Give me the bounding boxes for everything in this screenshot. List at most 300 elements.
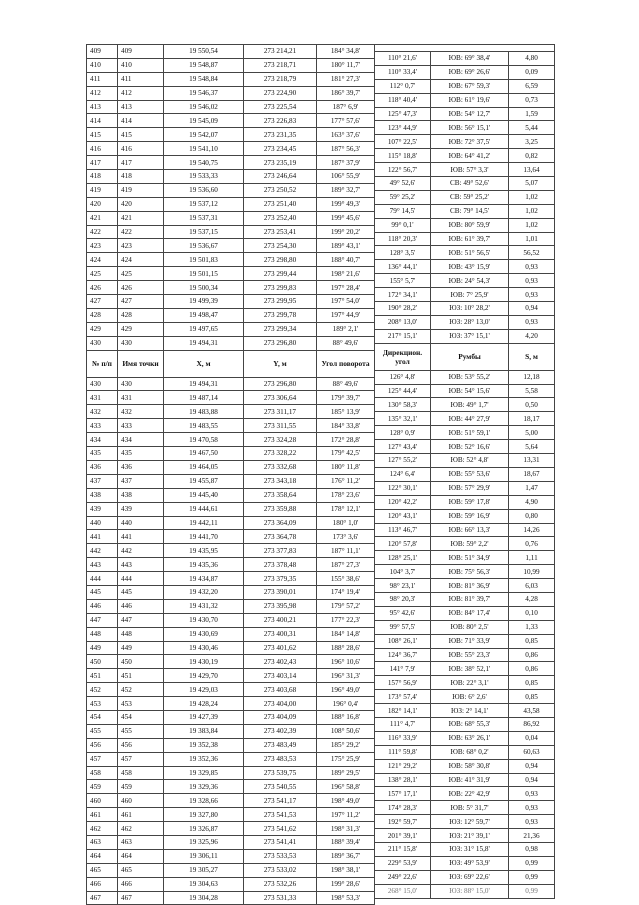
direction-angle: 128° 0,9' bbox=[375, 426, 431, 440]
row-number: 441 bbox=[87, 530, 118, 544]
table-row bbox=[87, 295, 375, 309]
point-name: 436 bbox=[118, 460, 164, 474]
table-row bbox=[87, 558, 375, 572]
direction-angle: 182° 14,1' bbox=[375, 704, 431, 718]
y-coordinate: 273 402,43 bbox=[244, 655, 317, 669]
table-row bbox=[87, 86, 375, 100]
x-coordinate: 19 429,70 bbox=[164, 669, 244, 683]
rhumb: ЮВ: 69° 38,4' bbox=[431, 52, 509, 66]
row-number: 419 bbox=[87, 183, 118, 197]
distance: 0,09 bbox=[509, 65, 555, 79]
table-row bbox=[375, 537, 555, 551]
point-name: 417 bbox=[118, 156, 164, 170]
direction-angle: 190° 28,2' bbox=[375, 302, 431, 316]
x-coordinate: 19 329,85 bbox=[164, 766, 244, 780]
x-coordinate: 19 329,36 bbox=[164, 780, 244, 794]
point-name: 464 bbox=[118, 849, 164, 863]
y-coordinate: 273 246,64 bbox=[244, 170, 317, 184]
distance: 4,28 bbox=[509, 592, 555, 606]
y-coordinate: 273 403,68 bbox=[244, 683, 317, 697]
y-coordinate: 273 533,53 bbox=[244, 849, 317, 863]
point-name: 460 bbox=[118, 794, 164, 808]
point-name: 451 bbox=[118, 669, 164, 683]
direction-angle: 118° 40,4' bbox=[375, 93, 431, 107]
distance: 0,50 bbox=[509, 398, 555, 412]
x-coordinate: 19 498,47 bbox=[164, 308, 244, 322]
turn-angle: 188° 28,6' bbox=[317, 641, 375, 655]
column-header: Y, м bbox=[244, 350, 317, 377]
table-row bbox=[87, 281, 375, 295]
row-number: 433 bbox=[87, 419, 118, 433]
turn-angle: 187° 6,9' bbox=[317, 100, 375, 114]
direction-angle: 120° 57,8' bbox=[375, 537, 431, 551]
rhumb: ЮВ: 75° 56,3' bbox=[431, 565, 509, 579]
point-name: 433 bbox=[118, 419, 164, 433]
distance: 1,11 bbox=[509, 551, 555, 565]
rhumb: ЮВ: 68° 0,2' bbox=[431, 745, 509, 759]
column-header: № п/п bbox=[87, 350, 118, 377]
direction-angle: 138° 28,1' bbox=[375, 773, 431, 787]
point-name: 462 bbox=[118, 822, 164, 836]
table-row bbox=[87, 447, 375, 461]
table-row bbox=[375, 856, 555, 870]
table-row bbox=[87, 72, 375, 86]
direction-angle: 122° 56,7' bbox=[375, 163, 431, 177]
rhumb: ЮВ: 80° 2,5' bbox=[431, 620, 509, 634]
table-row bbox=[375, 717, 555, 731]
y-coordinate: 273 299,95 bbox=[244, 295, 317, 309]
direction-angle: 121° 29,2' bbox=[375, 759, 431, 773]
y-coordinate: 273 235,19 bbox=[244, 156, 317, 170]
x-coordinate: 19 429,03 bbox=[164, 683, 244, 697]
x-coordinate: 19 442,11 bbox=[164, 516, 244, 530]
direction-angle: 127° 55,2' bbox=[375, 454, 431, 468]
table-row bbox=[87, 336, 375, 350]
point-name: 441 bbox=[118, 530, 164, 544]
y-coordinate: 273 296,80 bbox=[244, 377, 317, 391]
x-coordinate: 19 326,87 bbox=[164, 822, 244, 836]
distance: 0,94 bbox=[509, 302, 555, 316]
x-coordinate: 19 542,07 bbox=[164, 128, 244, 142]
x-coordinate: 19 304,28 bbox=[164, 891, 244, 905]
turn-angle: 185° 13,9' bbox=[317, 405, 375, 419]
y-coordinate: 273 533,02 bbox=[244, 863, 317, 877]
row-number: 448 bbox=[87, 627, 118, 641]
x-coordinate: 19 444,61 bbox=[164, 502, 244, 516]
turn-angle: 185° 29,2' bbox=[317, 738, 375, 752]
distance: 5,44 bbox=[509, 121, 555, 135]
turn-angle: 174° 19,4' bbox=[317, 585, 375, 599]
distance: 0,86 bbox=[509, 662, 555, 676]
direction-angle: 115° 18,8' bbox=[375, 149, 431, 163]
rhumb: ЮВ: 72° 37,5' bbox=[431, 135, 509, 149]
table-row bbox=[375, 370, 555, 384]
turn-angle: 181° 27,3' bbox=[317, 72, 375, 86]
distance: 1,59 bbox=[509, 107, 555, 121]
rhumb: ЮВ: 54° 15,6' bbox=[431, 384, 509, 398]
y-coordinate: 273 299,78 bbox=[244, 308, 317, 322]
point-name: 457 bbox=[118, 752, 164, 766]
x-coordinate: 19 428,24 bbox=[164, 697, 244, 711]
distance: 0,93 bbox=[509, 288, 555, 302]
turn-angle: 108° 50,6' bbox=[317, 724, 375, 738]
rhumb: ЮВ: 59° 16,9' bbox=[431, 509, 509, 523]
row-number: 420 bbox=[87, 197, 118, 211]
rhumb: ЮВ: 64° 41,2' bbox=[431, 149, 509, 163]
table-row bbox=[87, 572, 375, 586]
rhumb: ЮВ: 38° 52,1' bbox=[431, 662, 509, 676]
distance: 6,59 bbox=[509, 79, 555, 93]
direction-angle: 122° 30,1' bbox=[375, 481, 431, 495]
table-row bbox=[87, 377, 375, 391]
distance: 43,58 bbox=[509, 704, 555, 718]
rhumb: ЮЗ: 28° 13,0' bbox=[431, 315, 509, 329]
table-row bbox=[375, 412, 555, 426]
rhumb: ЮЗ: 49° 53,9' bbox=[431, 856, 509, 870]
table-row bbox=[87, 849, 375, 863]
distance: 0,98 bbox=[509, 842, 555, 856]
rhumb: ЮВ: 63° 26,1' bbox=[431, 731, 509, 745]
rhumb: ЮЗ: 21° 39,1' bbox=[431, 829, 509, 843]
distance: 4,20 bbox=[509, 329, 555, 343]
row-number: 437 bbox=[87, 474, 118, 488]
x-coordinate: 19 470,58 bbox=[164, 433, 244, 447]
y-coordinate: 273 483,53 bbox=[244, 752, 317, 766]
row-number: 416 bbox=[87, 142, 118, 156]
turn-angle: 178° 12,1' bbox=[317, 502, 375, 516]
row-number: 458 bbox=[87, 766, 118, 780]
y-coordinate: 273 311,17 bbox=[244, 405, 317, 419]
table-row bbox=[375, 467, 555, 481]
y-coordinate: 273 541,53 bbox=[244, 808, 317, 822]
row-number: 418 bbox=[87, 170, 118, 184]
y-coordinate: 273 224,90 bbox=[244, 86, 317, 100]
point-name: 423 bbox=[118, 239, 164, 253]
rhumb: ЮЗ: 10° 28,2' bbox=[431, 302, 509, 316]
rhumb: ЮВ: 67° 59,3' bbox=[431, 79, 509, 93]
rhumb: ЮВ: 52° 16,6' bbox=[431, 440, 509, 454]
row-number: 447 bbox=[87, 613, 118, 627]
point-name: 412 bbox=[118, 86, 164, 100]
table-row bbox=[87, 322, 375, 336]
distance: 0,94 bbox=[509, 773, 555, 787]
x-coordinate: 19 325,96 bbox=[164, 835, 244, 849]
y-coordinate: 273 541,62 bbox=[244, 822, 317, 836]
turn-angle: 189° 32,7' bbox=[317, 183, 375, 197]
table-row bbox=[375, 274, 555, 288]
rhumb: ЮВ: 71° 33,9' bbox=[431, 634, 509, 648]
x-coordinate: 19 501,83 bbox=[164, 253, 244, 267]
distance: 0,73 bbox=[509, 93, 555, 107]
turn-angle: 199° 28,6' bbox=[317, 877, 375, 891]
table-row bbox=[87, 211, 375, 225]
y-coordinate: 273 299,44 bbox=[244, 267, 317, 281]
table-row bbox=[375, 884, 555, 898]
point-name: 429 bbox=[118, 322, 164, 336]
rhumb: ЮВ: 57° 29,9' bbox=[431, 481, 509, 495]
distance: 14,26 bbox=[509, 523, 555, 537]
row-number: 459 bbox=[87, 780, 118, 794]
x-coordinate: 19 327,80 bbox=[164, 808, 244, 822]
table-row bbox=[375, 93, 555, 107]
distance: 21,36 bbox=[509, 829, 555, 843]
x-coordinate: 19 455,87 bbox=[164, 474, 244, 488]
column-header: Румбы bbox=[431, 343, 509, 370]
point-name: 416 bbox=[118, 142, 164, 156]
table-row bbox=[375, 676, 555, 690]
table-row bbox=[375, 440, 555, 454]
x-coordinate: 19 430,69 bbox=[164, 627, 244, 641]
rhumb: ЮВ: 49° 1,7' bbox=[431, 398, 509, 412]
direction-angle: 201° 39,1' bbox=[375, 829, 431, 843]
turn-angle: 177° 22,3' bbox=[317, 613, 375, 627]
rhumb: ЮВ: 59° 2,2' bbox=[431, 537, 509, 551]
row-number: 443 bbox=[87, 558, 118, 572]
distance: 0,93 bbox=[509, 815, 555, 829]
y-coordinate: 273 254,30 bbox=[244, 239, 317, 253]
distance: 5,07 bbox=[509, 177, 555, 191]
turn-angle: 197° 11,2' bbox=[317, 808, 375, 822]
rhumb: ЮВ: 51° 59,1' bbox=[431, 426, 509, 440]
y-coordinate: 273 379,35 bbox=[244, 572, 317, 586]
turn-angle: 175° 25,9' bbox=[317, 752, 375, 766]
row-number: 430 bbox=[87, 336, 118, 350]
y-coordinate: 273 311,55 bbox=[244, 419, 317, 433]
table-row bbox=[375, 801, 555, 815]
points-table-body bbox=[87, 45, 375, 905]
direction-angle: 98° 23,1' bbox=[375, 579, 431, 593]
table-row bbox=[87, 766, 375, 780]
turn-angle: 189° 2,1' bbox=[317, 322, 375, 336]
row-number: 424 bbox=[87, 253, 118, 267]
table-row bbox=[375, 177, 555, 191]
x-coordinate: 19 431,32 bbox=[164, 599, 244, 613]
y-coordinate: 273 231,35 bbox=[244, 128, 317, 142]
row-offset bbox=[375, 45, 555, 52]
y-coordinate: 273 250,52 bbox=[244, 183, 317, 197]
row-number: 457 bbox=[87, 752, 118, 766]
turn-angle: 187° 11,1' bbox=[317, 544, 375, 558]
table-row bbox=[87, 433, 375, 447]
table-row bbox=[87, 544, 375, 558]
point-name: 415 bbox=[118, 128, 164, 142]
direction-angle: 157° 56,9' bbox=[375, 676, 431, 690]
rhumb: ЮВ: 43° 15,9' bbox=[431, 260, 509, 274]
y-coordinate: 273 214,21 bbox=[244, 45, 317, 59]
y-coordinate: 273 404,09 bbox=[244, 710, 317, 724]
distance: 0,80 bbox=[509, 509, 555, 523]
turn-angle: 188° 39,4' bbox=[317, 835, 375, 849]
direction-angle: 123° 44,9' bbox=[375, 121, 431, 135]
rhumb: ЮВ: 81° 39,7' bbox=[431, 592, 509, 606]
table-row bbox=[87, 683, 375, 697]
table-row bbox=[87, 488, 375, 502]
direction-angle: 49° 52,6' bbox=[375, 177, 431, 191]
turn-angle: 197° 44,9' bbox=[317, 308, 375, 322]
table-row bbox=[375, 829, 555, 843]
table-row bbox=[375, 481, 555, 495]
direction-angle: 157° 17,1' bbox=[375, 787, 431, 801]
rhumb: ЮВ: 24° 54,3' bbox=[431, 274, 509, 288]
y-coordinate: 273 253,41 bbox=[244, 225, 317, 239]
table-row bbox=[87, 752, 375, 766]
table-row bbox=[87, 419, 375, 433]
point-name: 461 bbox=[118, 808, 164, 822]
table-row bbox=[375, 648, 555, 662]
table-row bbox=[375, 163, 555, 177]
turn-angle: 196° 0,4' bbox=[317, 697, 375, 711]
row-number: 464 bbox=[87, 849, 118, 863]
table-row bbox=[87, 655, 375, 669]
rhumb: ЮЗ: 69° 22,6' bbox=[431, 870, 509, 884]
distance: 0,93 bbox=[509, 787, 555, 801]
y-coordinate: 273 328,22 bbox=[244, 447, 317, 461]
rhumb: ЮВ: 54° 12,7' bbox=[431, 107, 509, 121]
turn-angle: 106° 55,9' bbox=[317, 170, 375, 184]
table-row bbox=[87, 738, 375, 752]
x-coordinate: 19 306,11 bbox=[164, 849, 244, 863]
turn-angle: 198° 21,6' bbox=[317, 267, 375, 281]
x-coordinate: 19 430,46 bbox=[164, 641, 244, 655]
y-coordinate: 273 298,80 bbox=[244, 253, 317, 267]
row-number: 446 bbox=[87, 599, 118, 613]
table-row bbox=[375, 260, 555, 274]
turn-angle: 186° 39,7' bbox=[317, 86, 375, 100]
y-coordinate: 273 225,54 bbox=[244, 100, 317, 114]
rhumb: ЮЗ: 31° 15,8' bbox=[431, 842, 509, 856]
distance: 0,85 bbox=[509, 634, 555, 648]
point-name: 438 bbox=[118, 488, 164, 502]
x-coordinate: 19 328,66 bbox=[164, 794, 244, 808]
direction-angle: 229° 53,9' bbox=[375, 856, 431, 870]
row-number: 460 bbox=[87, 794, 118, 808]
distance: 1,47 bbox=[509, 481, 555, 495]
row-number: 411 bbox=[87, 72, 118, 86]
direction-angle: 172° 34,1' bbox=[375, 288, 431, 302]
rhumb: ЮВ: 6° 2,6' bbox=[431, 690, 509, 704]
table-row bbox=[375, 495, 555, 509]
table-row bbox=[87, 613, 375, 627]
row-number: 462 bbox=[87, 822, 118, 836]
direction-angle: 125° 47,3' bbox=[375, 107, 431, 121]
table-row bbox=[87, 835, 375, 849]
table-row bbox=[87, 641, 375, 655]
points-table bbox=[86, 44, 375, 905]
y-coordinate: 273 401,62 bbox=[244, 641, 317, 655]
x-coordinate: 19 546,37 bbox=[164, 86, 244, 100]
distance: 0,93 bbox=[509, 274, 555, 288]
table-row bbox=[375, 759, 555, 773]
y-coordinate: 273 400,21 bbox=[244, 613, 317, 627]
table-row bbox=[87, 502, 375, 516]
direction-angle: 111° 59,8' bbox=[375, 745, 431, 759]
row-number: 432 bbox=[87, 405, 118, 419]
rhumb: ЮВ: 51° 34,9' bbox=[431, 551, 509, 565]
bearings-table-body bbox=[375, 45, 555, 899]
x-coordinate: 19 536,60 bbox=[164, 183, 244, 197]
distance: 10,99 bbox=[509, 565, 555, 579]
row-number: 466 bbox=[87, 877, 118, 891]
point-name: 428 bbox=[118, 308, 164, 322]
row-number: 431 bbox=[87, 391, 118, 405]
turn-angle: 155° 38,6' bbox=[317, 572, 375, 586]
table-row bbox=[375, 121, 555, 135]
row-number: 461 bbox=[87, 808, 118, 822]
table-row bbox=[87, 253, 375, 267]
y-coordinate: 273 324,28 bbox=[244, 433, 317, 447]
x-coordinate: 19 550,54 bbox=[164, 45, 244, 59]
x-coordinate: 19 430,19 bbox=[164, 655, 244, 669]
turn-angle: 189° 43,1' bbox=[317, 239, 375, 253]
row-number: 423 bbox=[87, 239, 118, 253]
point-name: 427 bbox=[118, 295, 164, 309]
x-coordinate: 19 487,14 bbox=[164, 391, 244, 405]
table-row bbox=[87, 170, 375, 184]
distance: 5,64 bbox=[509, 440, 555, 454]
point-name: 430 bbox=[118, 377, 164, 391]
turn-angle: 180° 11,7' bbox=[317, 58, 375, 72]
x-coordinate: 19 537,15 bbox=[164, 225, 244, 239]
rhumb: ЮВ: 59° 17,8' bbox=[431, 495, 509, 509]
row-number: 450 bbox=[87, 655, 118, 669]
rhumb: ЮВ: 22° 42,9' bbox=[431, 787, 509, 801]
table-row bbox=[87, 780, 375, 794]
direction-angle: 112° 0,7' bbox=[375, 79, 431, 93]
direction-angle: 208° 13,0' bbox=[375, 315, 431, 329]
table-row bbox=[87, 599, 375, 613]
turn-angle: 179° 57,2' bbox=[317, 599, 375, 613]
table-row bbox=[87, 460, 375, 474]
y-coordinate: 273 404,00 bbox=[244, 697, 317, 711]
x-coordinate: 19 501,15 bbox=[164, 267, 244, 281]
turn-angle: 189° 29,5' bbox=[317, 766, 375, 780]
row-number: 455 bbox=[87, 724, 118, 738]
point-name: 452 bbox=[118, 683, 164, 697]
table-row bbox=[87, 391, 375, 405]
row-number: 465 bbox=[87, 863, 118, 877]
rhumb: ЮВ: 44° 27,9' bbox=[431, 412, 509, 426]
y-coordinate: 273 364,09 bbox=[244, 516, 317, 530]
row-number: 438 bbox=[87, 488, 118, 502]
turn-angle: 198° 53,3' bbox=[317, 891, 375, 905]
column-header: Имя точки bbox=[118, 350, 164, 377]
row-number: 434 bbox=[87, 433, 118, 447]
turn-angle: 179° 39,7' bbox=[317, 391, 375, 405]
turn-angle: 187° 27,3' bbox=[317, 558, 375, 572]
rhumb: ЮВ: 68° 55,3' bbox=[431, 717, 509, 731]
x-coordinate: 19 435,36 bbox=[164, 558, 244, 572]
direction-angle: 99° 0,1' bbox=[375, 218, 431, 232]
rhumb: ЮВ: 5° 31,7' bbox=[431, 801, 509, 815]
direction-angle: 59° 25,2' bbox=[375, 190, 431, 204]
rhumb: СВ: 79° 14,5' bbox=[431, 204, 509, 218]
distance: 0,93 bbox=[509, 260, 555, 274]
turn-angle: 184° 33,8' bbox=[317, 419, 375, 433]
row-number: 417 bbox=[87, 156, 118, 170]
rhumb: ЮВ: 22° 3,1' bbox=[431, 676, 509, 690]
turn-angle: 180° 1,0' bbox=[317, 516, 375, 530]
row-number: 439 bbox=[87, 502, 118, 516]
direction-angle: 116° 33,9' bbox=[375, 731, 431, 745]
turn-angle: 188° 16,8' bbox=[317, 710, 375, 724]
x-coordinate: 19 434,87 bbox=[164, 572, 244, 586]
point-name: 448 bbox=[118, 627, 164, 641]
table-row bbox=[87, 267, 375, 281]
rhumb: ЮВ: 52° 4,8' bbox=[431, 454, 509, 468]
rhumb: ЮВ: 61° 39,7' bbox=[431, 232, 509, 246]
turn-angle: 197° 28,4' bbox=[317, 281, 375, 295]
distance: 3,25 bbox=[509, 135, 555, 149]
